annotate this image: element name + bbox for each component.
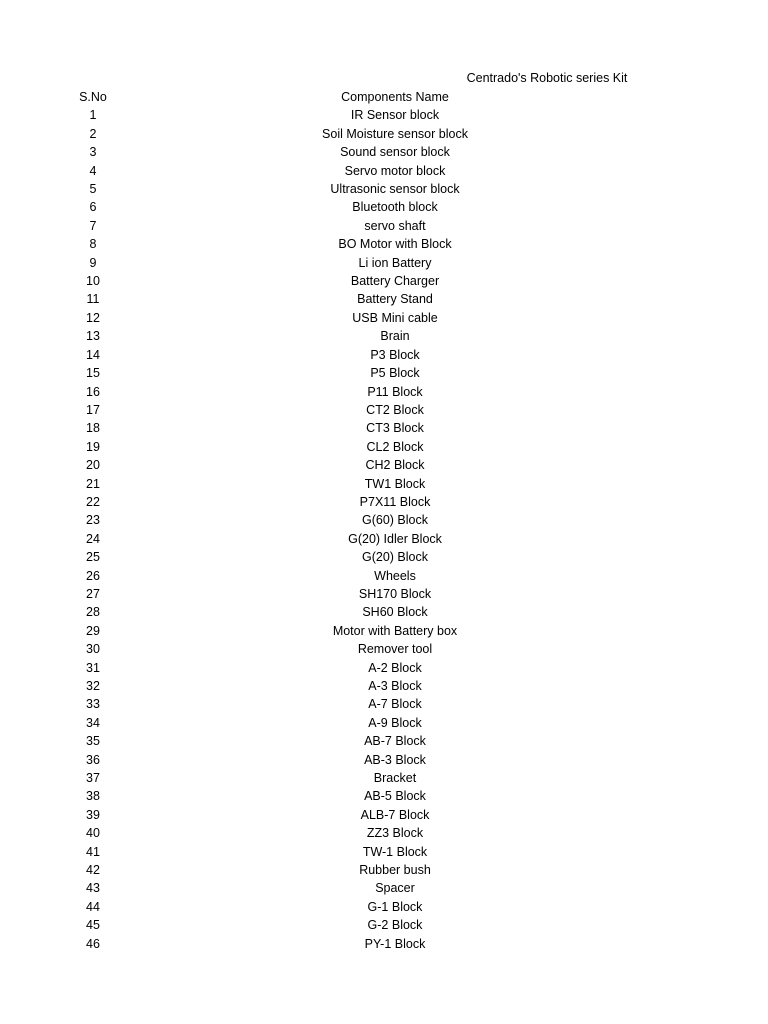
sno-cell: 39 — [86, 807, 100, 822]
component-name-cell: AB-3 Block — [364, 752, 426, 767]
component-name-cell: SH170 Block — [358, 586, 432, 601]
sno-cell: 18 — [86, 421, 100, 436]
sno-cell: 19 — [86, 439, 100, 454]
component-name-cell: Rubber bush — [359, 863, 431, 878]
table-row — [0, 879, 768, 897]
table-row — [0, 898, 768, 916]
component-name-cell: Motor with Battery box — [332, 623, 458, 638]
component-name-cell: Servo motor block — [344, 163, 446, 178]
sno-cell: 31 — [86, 660, 100, 675]
sno-cell: 41 — [86, 844, 100, 859]
component-name-cell: Bluetooth block — [352, 200, 438, 215]
sno-cell: 1 — [89, 108, 97, 123]
component-name-cell: CT2 Block — [366, 402, 424, 417]
table-row — [0, 143, 768, 161]
component-name-cell: BO Motor with Block — [338, 237, 452, 252]
table-row — [0, 659, 768, 677]
sno-cell: 26 — [86, 568, 100, 583]
sno-cell: 33 — [86, 697, 100, 712]
table-row — [0, 438, 768, 456]
table-row — [0, 843, 768, 861]
component-name-cell: G(20) Idler Block — [348, 531, 442, 546]
sno-cell: 40 — [86, 826, 100, 841]
table-row — [0, 272, 768, 290]
table-row — [0, 916, 768, 934]
table-row — [0, 787, 768, 805]
component-name-cell: Remover tool — [357, 642, 433, 657]
component-name-cell: CL2 Block — [366, 439, 424, 454]
sno-cell: 23 — [86, 513, 100, 528]
component-name-cell: CH2 Block — [365, 458, 425, 473]
table-row — [0, 714, 768, 732]
sno-cell: 10 — [86, 274, 100, 289]
sno-cell: 37 — [86, 771, 100, 786]
table-row — [0, 217, 768, 235]
table-row — [0, 935, 768, 953]
component-name-cell: servo shaft — [364, 218, 426, 233]
component-name-cell: CT3 Block — [366, 421, 424, 436]
component-name-cell: Li ion Battery — [358, 255, 432, 270]
component-name-cell: PY-1 Block — [364, 936, 426, 951]
table-row — [0, 493, 768, 511]
sno-cell: 32 — [86, 679, 100, 693]
component-name-cell: Bracket — [373, 771, 417, 786]
component-name-cell: P3 Block — [370, 347, 420, 362]
sno-cell: 42 — [86, 863, 100, 878]
sno-cell: 35 — [86, 734, 100, 749]
components-name-column-header: Components Name — [341, 90, 449, 104]
table-row — [0, 327, 768, 345]
table-row — [0, 309, 768, 327]
component-name-cell: P5 Block — [370, 366, 420, 381]
component-name-cell: A-2 Block — [368, 660, 422, 675]
component-name-cell: ZZ3 Block — [366, 826, 424, 841]
sno-cell: 9 — [89, 255, 97, 270]
table-row — [0, 475, 768, 493]
sno-cell: 3 — [89, 145, 97, 160]
sno-cell: 12 — [86, 310, 100, 325]
sno-cell: 22 — [86, 494, 100, 509]
component-name-cell: AB-7 Block — [364, 734, 426, 749]
table-row — [0, 180, 768, 198]
component-name-cell: Ultrasonic sensor block — [330, 182, 460, 197]
table-row — [0, 511, 768, 529]
table-row — [0, 346, 768, 364]
component-name-cell: P11 Block — [367, 384, 423, 399]
sno-cell: 30 — [86, 642, 100, 657]
sno-column-header: S.No — [79, 90, 107, 104]
table-row — [0, 622, 768, 640]
component-name-cell: Spacer — [375, 881, 415, 896]
component-name-cell: G(60) Block — [362, 513, 428, 528]
header-row — [0, 88, 768, 106]
sno-cell: 21 — [86, 476, 100, 491]
sno-cell: 14 — [86, 347, 100, 362]
table-row — [0, 364, 768, 382]
table-row — [0, 603, 768, 621]
component-name-cell: Wheels — [374, 568, 416, 583]
sno-cell: 20 — [86, 458, 100, 473]
table-row — [0, 383, 768, 401]
table-row — [0, 254, 768, 272]
table-row — [0, 824, 768, 842]
component-name-cell: ALB-7 Block — [360, 807, 430, 822]
component-name-cell: IR Sensor block — [350, 108, 440, 123]
sno-cell: 7 — [89, 218, 97, 233]
sno-cell: 46 — [86, 936, 100, 951]
table-row — [0, 162, 768, 180]
sno-cell: 44 — [86, 899, 100, 914]
component-name-cell: Battery Charger — [350, 274, 440, 289]
table-row — [0, 419, 768, 437]
sno-cell: 8 — [89, 237, 97, 252]
table-row — [0, 198, 768, 216]
sno-cell: 36 — [86, 752, 100, 767]
sno-cell: 5 — [89, 182, 97, 197]
table-row — [0, 401, 768, 419]
component-name-cell: SH60 Block — [362, 605, 428, 620]
table-row — [0, 640, 768, 658]
component-name-cell: A-7 Block — [368, 697, 422, 712]
sno-cell: 15 — [86, 366, 100, 381]
table-row — [0, 125, 768, 143]
sno-cell: 4 — [89, 163, 97, 178]
sno-cell: 16 — [86, 384, 100, 399]
component-name-cell: TW-1 Block — [362, 844, 428, 859]
table-row — [0, 290, 768, 308]
table-row — [0, 806, 768, 824]
components-table — [0, 88, 768, 953]
table-row — [0, 585, 768, 603]
sno-cell: 43 — [86, 881, 100, 896]
page-title: Centrado's Robotic series Kit — [466, 71, 628, 85]
component-name-cell: A-3 Block — [368, 679, 422, 693]
sno-cell: 29 — [86, 623, 100, 638]
component-name-cell: TW1 Block — [364, 476, 426, 491]
table-row — [0, 751, 768, 769]
sno-cell: 45 — [86, 918, 100, 933]
sno-cell: 34 — [86, 715, 100, 730]
table-row — [0, 677, 768, 695]
sno-cell: 13 — [86, 329, 100, 344]
table-row — [0, 732, 768, 750]
component-name-cell: P7X11 Block — [359, 494, 431, 509]
component-name-cell: G-1 Block — [367, 899, 423, 914]
sno-cell: 27 — [86, 586, 100, 601]
component-name-cell: Battery Stand — [357, 292, 433, 307]
sno-cell: 17 — [86, 402, 100, 417]
table-row — [0, 861, 768, 879]
table-row — [0, 695, 768, 713]
sno-cell: 38 — [86, 789, 100, 804]
component-name-cell: Soil Moisture sensor block — [322, 126, 468, 141]
table-row — [0, 769, 768, 787]
table-row — [0, 567, 768, 585]
table-row — [0, 456, 768, 474]
sno-cell: 28 — [86, 605, 100, 620]
sno-cell: 24 — [86, 531, 100, 546]
component-name-cell: G-2 Block — [367, 918, 423, 933]
component-name-cell: AB-5 Block — [364, 789, 426, 804]
component-name-cell: A-9 Block — [368, 715, 422, 730]
sno-cell: 2 — [89, 126, 97, 141]
sno-cell: 6 — [89, 200, 97, 215]
component-name-cell: USB Mini cable — [352, 310, 438, 325]
component-name-cell: Sound sensor block — [340, 145, 450, 160]
table-row — [0, 106, 768, 124]
table-row — [0, 235, 768, 253]
table-row — [0, 548, 768, 566]
sno-cell: 11 — [86, 292, 100, 307]
component-name-cell: Brain — [380, 329, 410, 344]
sno-cell: 25 — [86, 550, 100, 565]
table-row — [0, 530, 768, 548]
component-name-cell: G(20) Block — [362, 550, 428, 565]
